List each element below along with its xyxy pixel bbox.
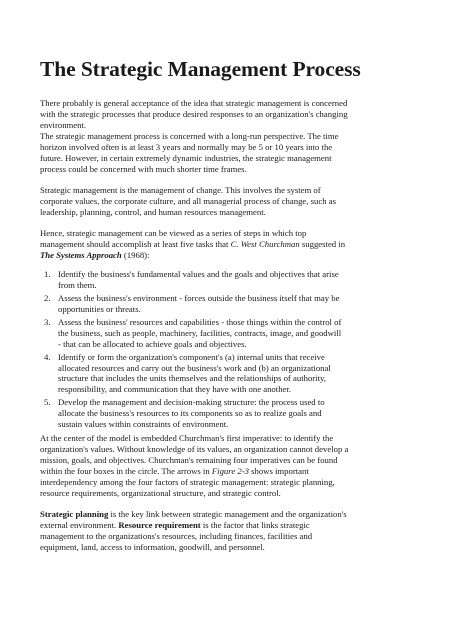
text-line xyxy=(40,520,444,531)
text-line: corporate values, the corporate culture, and all managerial process of change, such as xyxy=(40,195,336,206)
text-run: external environment. xyxy=(40,519,119,530)
list-item xyxy=(40,317,444,350)
text-line: process could be concerned with much shorter time frames. xyxy=(40,163,247,174)
text-line: leadership, planning, control, and human resources management. xyxy=(40,206,266,217)
text-line: Assess the business's environment - forces outside the business itself that may be xyxy=(58,292,340,303)
text-line: Identify the business's fundamental values and the goals and objectives that arise xyxy=(58,269,339,279)
text-line: Hence, strategic management can be viewed as a series of steps in which top xyxy=(40,228,307,238)
text-run: shows important xyxy=(248,465,309,476)
text-line: mission, goals, and objectives. Churchman's remaining four imperatives can be found xyxy=(40,454,338,465)
text-line: There probably is general acceptance of the idea that strategic management is concerned xyxy=(40,98,348,108)
list-item xyxy=(40,269,444,291)
text-line: Strategic management is the management of change. This involves the system of xyxy=(40,185,321,195)
text-run: management should accomplish at least five tasks that xyxy=(40,238,231,249)
text-line: opportunities or threats. xyxy=(58,303,141,314)
text-line: horizon involved often is at least 3 years and normally may be 5 or 10 years into the xyxy=(40,141,333,152)
text-line xyxy=(40,250,444,261)
text-line: future. However, in certain extremely dynamic industries, the strategic management xyxy=(40,152,332,163)
text-line: Assess the business' resources and capabilities - those things within the control of xyxy=(58,316,342,327)
paragraph-strategic-planning xyxy=(40,509,444,553)
figure-reference: Figure 2-3 xyxy=(211,465,249,476)
text-line: allocated resources and carry out the business's work and (b) an organizational xyxy=(58,362,331,373)
text-line: At the center of the model is embedded Churchman's first imperative: to identify the xyxy=(40,433,334,443)
list-number: 3. xyxy=(44,316,51,327)
text-line: Identify or form the organization's component's (a) internal units that receive xyxy=(58,351,325,362)
text-line: with the strategic processes that produce desired responses to an organization's changing xyxy=(40,108,348,119)
paragraph-model-center xyxy=(40,433,444,498)
paragraph-change xyxy=(40,185,444,218)
text-line: sustain values within constraints of environment. xyxy=(58,419,229,430)
text-line: - that can be allocated to achieve goals and objectives. xyxy=(58,338,247,349)
list-number: 4. xyxy=(44,351,51,362)
list-number: 2. xyxy=(44,292,51,303)
list-item xyxy=(40,397,444,430)
text-line: interdependency among the four factors of strategic management: strategic planning, xyxy=(40,476,335,487)
text-line: allocate the business's resources to its components so as to realize goals and xyxy=(58,408,322,419)
page-title: The Strategic Management Process xyxy=(40,57,361,81)
term-strategic-planning: Strategic planning xyxy=(40,509,109,519)
list-item xyxy=(40,293,444,315)
text-line: organization's values. Without knowledge of its values, an organization cannot develop a xyxy=(40,443,349,454)
list-number: 5. xyxy=(44,397,51,408)
text-line: environment. xyxy=(40,119,87,130)
text-line: the business, such as people, machinery, facilities, contracts, image, and goodwill xyxy=(58,327,342,338)
text-run: within the four boxes in the circle. The arrows in xyxy=(40,465,212,476)
text-run: is the key link between strategic management and the organization's xyxy=(108,509,347,519)
text-line xyxy=(40,239,444,250)
text-line: from them. xyxy=(58,279,97,290)
term-resource-requirement: Resource requirement xyxy=(118,519,201,530)
book-title: The Systems Approach xyxy=(40,249,122,260)
text-line: management to the organizations's resources, including finances, facilities and xyxy=(40,530,313,541)
text-line: responsibility, and communication that they have with one another. xyxy=(58,384,291,395)
paragraph-steps-intro xyxy=(40,228,444,261)
text-line: resource requirements, organizational structure, and strategic control. xyxy=(40,487,281,498)
paragraph-long-run xyxy=(40,131,444,175)
list-item xyxy=(40,352,444,396)
list-number: 1. xyxy=(44,269,51,279)
text-line: structure that includes the units themselves and the relationships of authority, xyxy=(58,373,326,384)
steps-list xyxy=(40,269,444,432)
text-line xyxy=(40,466,444,477)
text-run: suggested in xyxy=(299,238,346,249)
text-line: Develop the management and decision-making structure: the process used to xyxy=(58,397,325,408)
text-line: The strategic management process is concerned with a long-run perspective. The time xyxy=(40,131,339,141)
text-line: equipment, land, access to information, goodwill, and personnel. xyxy=(40,541,265,552)
author-name: C. West Churchman xyxy=(230,238,300,249)
text-line xyxy=(40,509,444,520)
paragraph-intro xyxy=(40,98,444,131)
text-run: (1968): xyxy=(121,249,150,260)
text-run: is the factor that links strategic xyxy=(200,519,310,530)
